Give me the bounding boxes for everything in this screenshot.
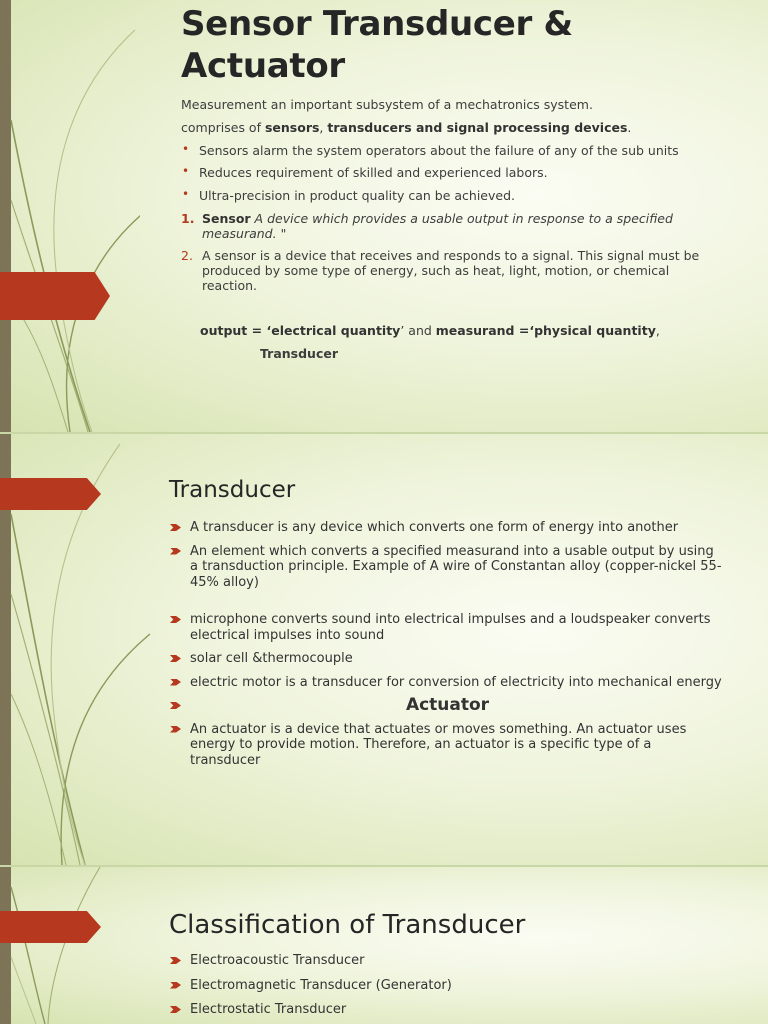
bullet-dot: • — [182, 187, 190, 201]
list-item: Electroacoustic Transducer — [170, 953, 725, 969]
accent-arrow-shape — [0, 478, 101, 510]
accent-arrow-shape — [0, 272, 110, 320]
list-item: electric motor is a transducer for conversion of electricity into mechanical energy — [170, 675, 725, 691]
sensor-term: Sensor — [202, 211, 251, 226]
numbered-marker-1: 1. — [181, 211, 195, 226]
bullet-dot: • — [182, 164, 190, 178]
slide-classification — [0, 867, 768, 1024]
list-item: solar cell &thermocouple — [170, 651, 725, 667]
decorative-curves — [0, 0, 140, 432]
comprises-devices: transducers and signal processing devices — [327, 120, 628, 135]
list-item-actuator-heading — [170, 695, 725, 715]
comprises-sensors: sensors — [264, 120, 320, 135]
transducer-label: Transducer — [260, 346, 338, 361]
list-item: An element which converts a specified measurand into a usable output by using a transduction principle. Example of A wire of Constantan alloy (copper-nickel 55-45% alloy) — [170, 544, 725, 591]
bullet-item: Reduces requirement of skilled and experienced labors. — [199, 165, 548, 180]
slide-title — [181, 3, 573, 87]
comprises-end: . — [627, 120, 632, 135]
bullet-item: Sensors alarm the system operators about the failure of any of the sub units — [199, 143, 679, 158]
classification-list — [170, 953, 725, 1018]
output-mid: ’ and — [400, 323, 436, 338]
actuator-heading: Actuator — [405, 695, 490, 715]
slide-title-line1: Sensor Transducer & — [181, 4, 573, 44]
slide-title-line2: Actuator — [181, 46, 345, 86]
list-item: A transducer is any device which converts one form of energy into another — [170, 520, 725, 536]
output-end: , — [655, 323, 660, 338]
list-item: Electromagnetic Transducer (Generator) — [170, 978, 725, 994]
intro-line: Measurement an important subsystem of a mechatronics system. — [181, 97, 593, 112]
comprises-prefix: comprises of — [181, 120, 265, 135]
slide-sensor-transducer-actuator — [0, 0, 768, 432]
decorative-curves — [0, 867, 160, 1024]
list-item: Electrostatic Transducer — [170, 1002, 725, 1018]
bullet-item: Ultra-precision in product quality can be achieved. — [199, 188, 515, 203]
slide-title: Transducer — [169, 477, 296, 503]
slide-title: Classification of Transducer — [169, 910, 526, 940]
output-measurand-line — [200, 323, 660, 338]
list-item: microphone converts sound into electrical impulses and a loudspeaker converts electrical impulses into sound — [170, 612, 725, 643]
slide-transducer — [0, 434, 768, 865]
list-item: An actuator is a device that actuates or moves something. An actuator uses energy to provide motion. Therefore, an actuator is a specific type of a transducer — [170, 722, 725, 769]
sensor-description: A sensor is a device that receives and responds to a signal. This signal must be produced by some type of energy, such as heat, light, motion, or chemical reaction. — [202, 248, 700, 293]
accent-arrow-shape — [0, 911, 101, 943]
output-quantity: output = ‘electrical quantity — [200, 323, 401, 338]
comprises-line — [181, 120, 631, 135]
transducer-list — [170, 520, 725, 768]
measurand-quantity: measurand =‘physical quantity — [435, 323, 656, 338]
comprises-sep: , — [319, 120, 328, 135]
sensor-definition — [202, 211, 722, 241]
sensor-definition-text: A device which provides a usable output in response to a specified measurand. " — [202, 211, 673, 241]
numbered-marker-2: 2. — [181, 248, 193, 263]
bullet-dot: • — [182, 142, 190, 156]
